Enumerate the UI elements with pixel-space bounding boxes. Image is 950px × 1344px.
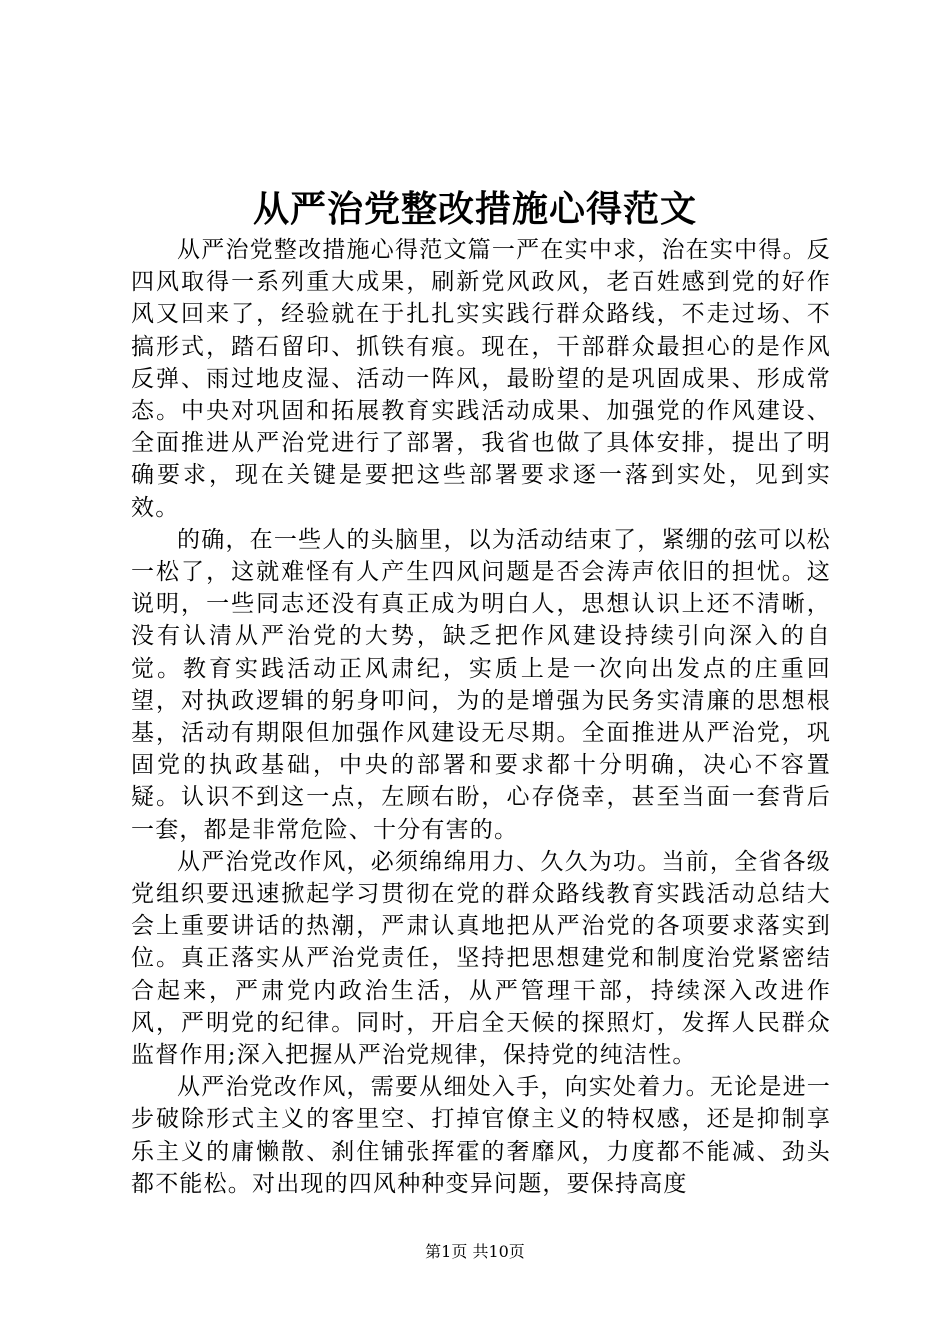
document-title: 从严治党整改措施心得范文 [252,188,697,230]
paragraph-4: 从严治党改作风，需要从细处入手，向实处着力。无论是进一步破除形式主义的客里空、打掉官僚主义的特权感，还是抑制享乐主义的庸懒散、刹住铺张挥霍的奢靡风，力度都不能减、劲头都不能松。对出现的四风种种变异问题，要保持高度 [131,1074,831,1197]
page-number-footer: 第1页 共10页 [425,1242,525,1261]
document-body [131,234,831,1200]
paragraph-2: 的确，在一些人的头脑里，以为活动结束了，紧绷的弦可以松一松了，这就难怪有人产生四风问题是否会涛声依旧的担忧。这说明，一些同志还没有真正成为明白人，思想认识上还不清晰，没有认清从严治党的大势，缺乏把作风建设持续引向深入的自觉。教育实践活动正风肃纪，实质上是一次向出发点的庄重回望，对执政逻辑的躬身叩问，为的是增强为民务实清廉的思想根基，活动有期限但加强作风建设无尽期。全面推进从严治党，巩固党的执政基础，中央的部署和要求都十分明确，决心不容置疑。认识不到这一点，左顾右盼，心存侥幸，甚至当面一套背后一套，都是非常危险、十分有害的。 [131,526,831,843]
paragraph-3: 从严治党改作风，必须绵绵用力、久久为功。当前，全省各级党组织要迅速掀起学习贯彻在党的群众路线教育实践活动总结大会上重要讲话的热潮，严肃认真地把从严治党的各项要求落实到位。真正落实从严治党责任，坚持把思想建党和制度治党紧密结合起来，严肃党内政治生活，从严管理干部，持续深入改进作风，严明党的纪律。同时，开启全天候的探照灯，发挥人民群众监督作用;深入把握从严治党规律，保持党的纯洁性。 [131,848,831,1069]
paragraph-1: 从严治党整改措施心得范文篇一严在实中求，治在实中得。反四风取得一系列重大成果，刷新党风政风，老百姓感到党的好作风又回来了，经验就在于扎扎实实践行群众路线，不走过场、不搞形式，踏石留印、抓铁有痕。现在，干部群众最担心的是作风反弹、雨过地皮湿、活动一阵风，最盼望的是巩固成果、形成常态。中央对巩固和拓展教育实践活动成果、加强党的作风建设、全面推进从严治党进行了部署，我省也做了具体安排，提出了明确要求，现在关键是要把这些部署要求逐一落到实处，见到实效。 [131,237,831,521]
